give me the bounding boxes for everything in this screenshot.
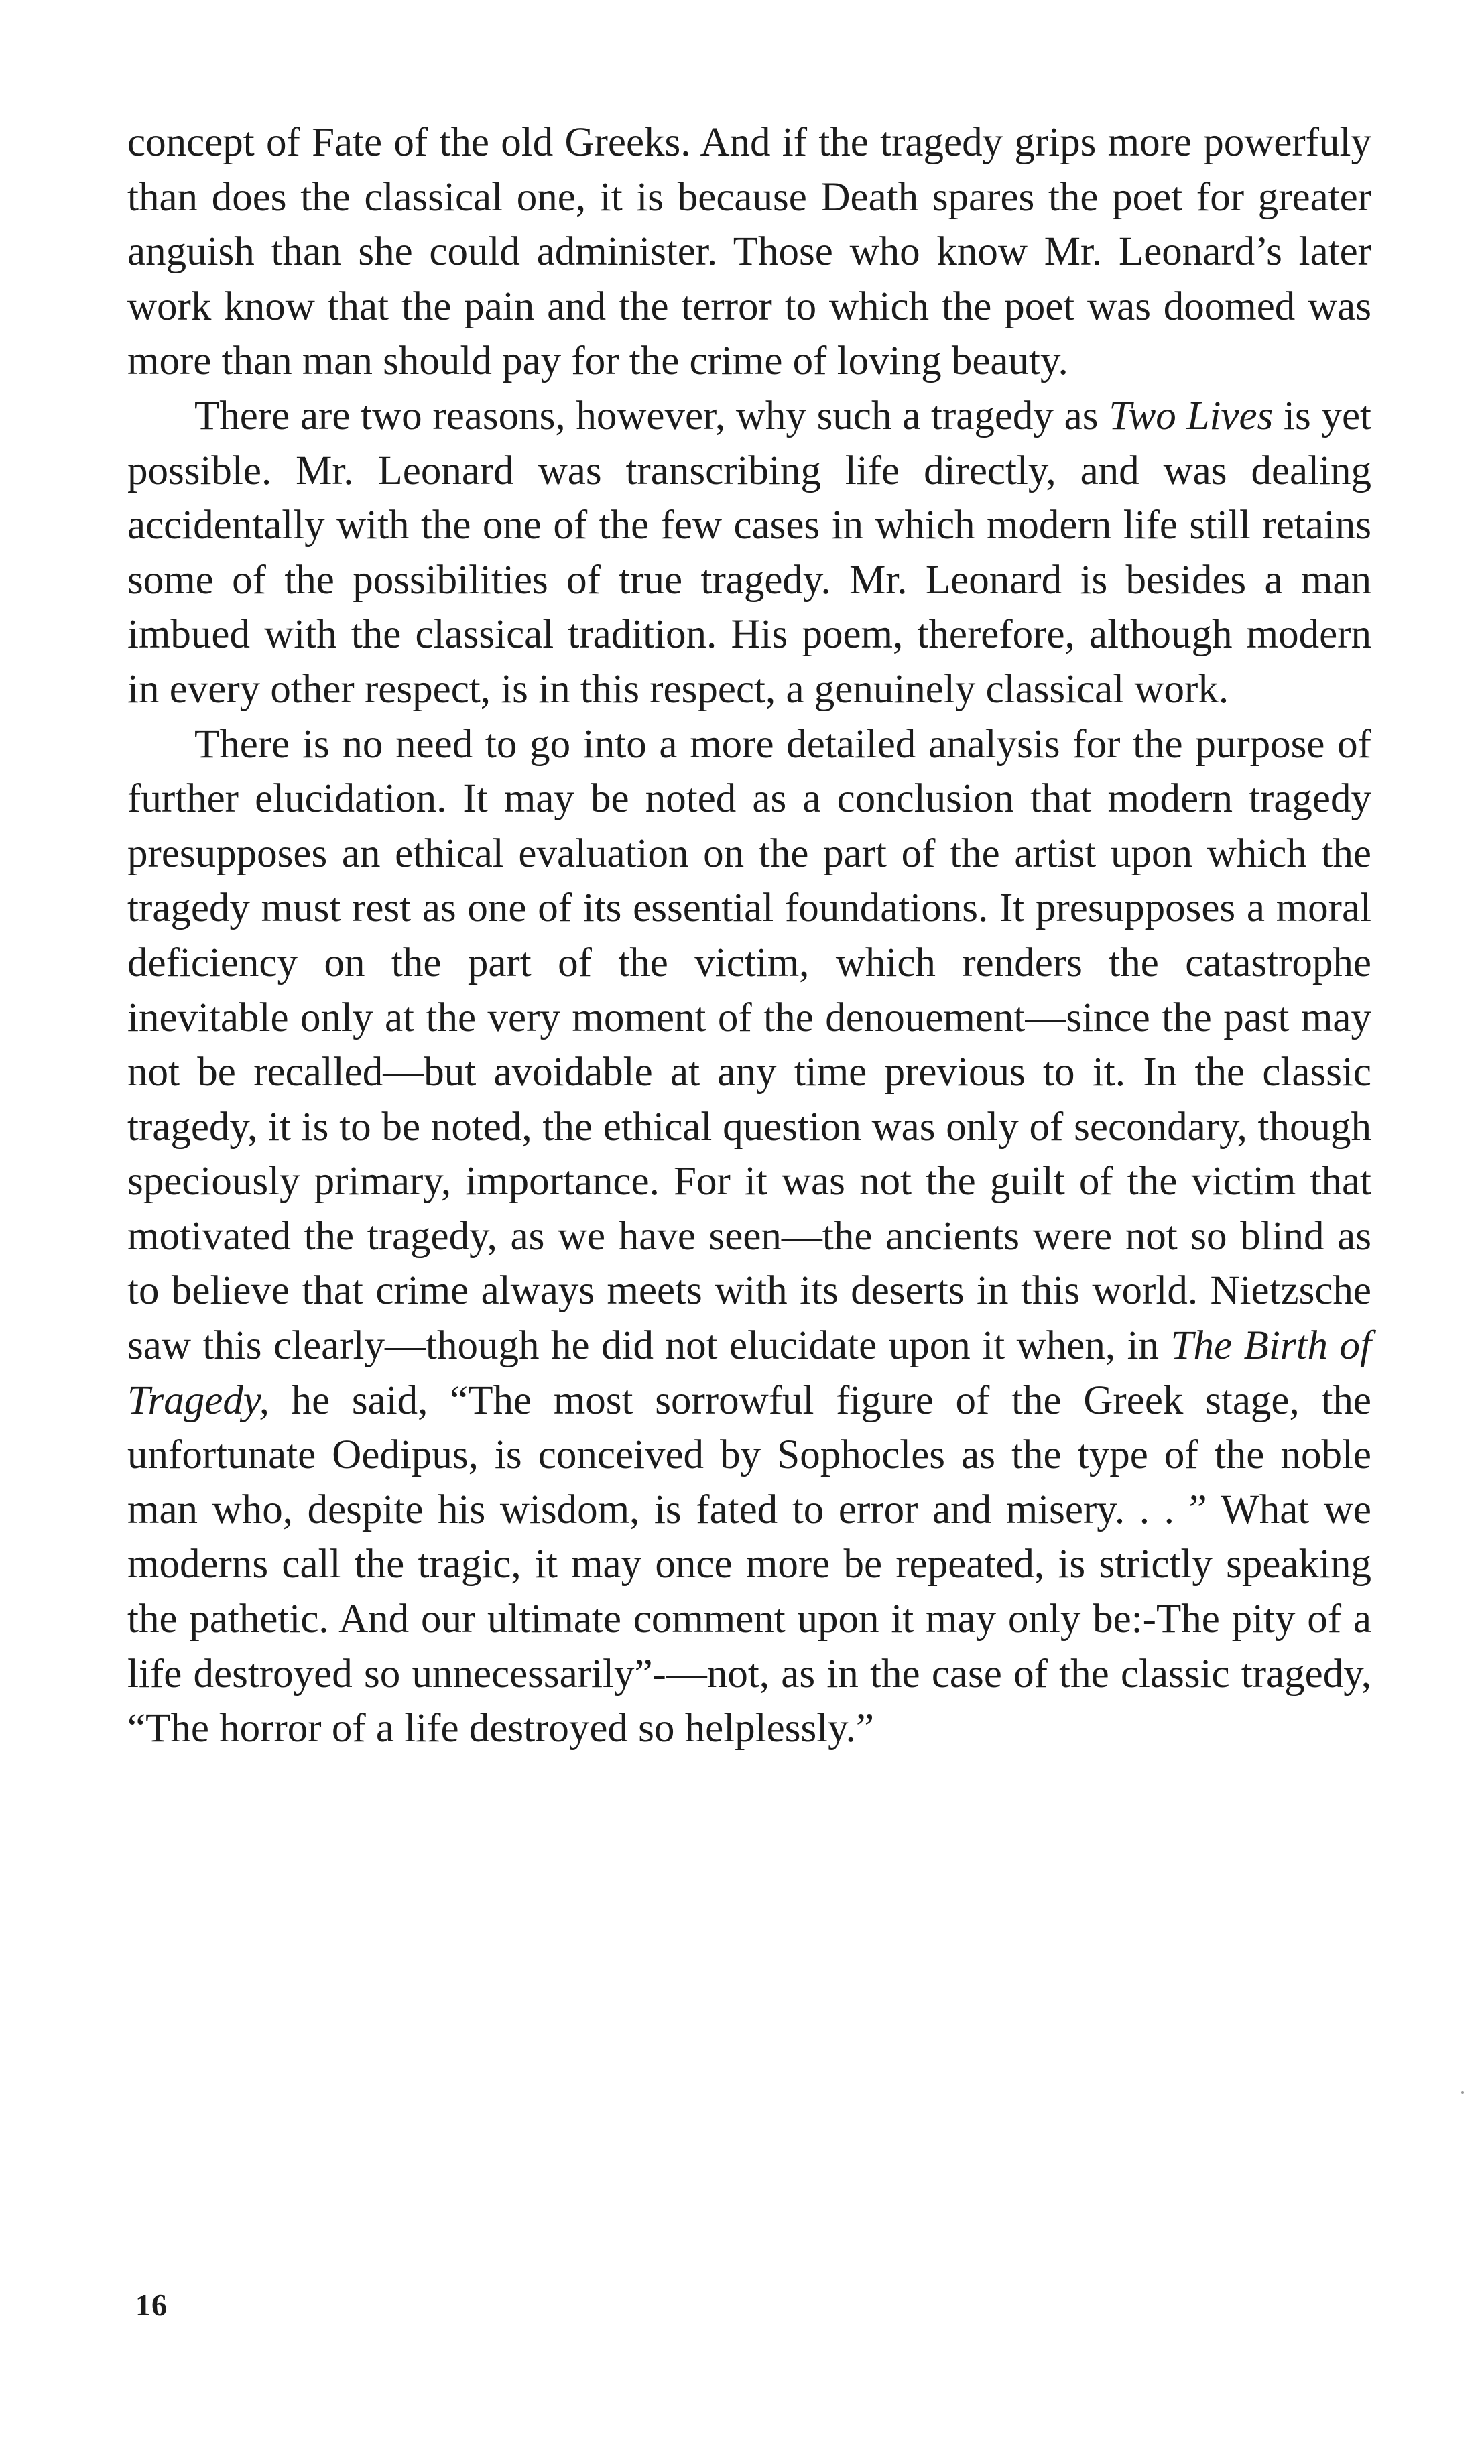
paragraph-2-text-start: There are two reasons, however, why such a tragedy as <box>194 393 1109 438</box>
paragraph-3 <box>127 717 1371 1756</box>
page-number: 16 <box>135 2288 168 2322</box>
paragraph-2-text-end: is yet possible. Mr. Leonard was transcribing life directly, and was dealing accidentally with the one of the few cases in which modern life still retains some of the possibilities of true tragedy. Mr. Leonard is besides a man imbued with the classical tradition. His poem, therefore, although modern in every other respect, is in this respect, a genuinely classical work. <box>127 393 1371 712</box>
paragraph-1 <box>127 115 1371 389</box>
paragraph-1-text: concept of Fate of the old Greeks. And if the tragedy grips more powerfuly than does the classical one, it is because Death spares the poet for greater anguish than she could administer. Those who know Mr. Leonard’s later work know that the pain and the terror to which the poet was doomed was more than man should pay for the crime of loving beauty. <box>127 120 1371 384</box>
paragraph-3-text-end: he said, “The most sorrowful figure of the Greek stage, the unfortunate Oedipus, is conceived by Sophocles as the type of the noble man who, despite his wisdom, is fated to error and misery. . . ” What we moderns call the tragic, it may once more be repeated, is strictly speaking the pathetic. And our ultimate comment upon it may only be:-The pity of a life destroyed so unnecessarily”-—not, as in the case of the classic tragedy, “The horror of a life destroyed so helplessly.” <box>127 1377 1371 1751</box>
scan-speck <box>1461 2091 1464 2094</box>
paragraph-3-text-start: There is no need to go into a more detailed analysis for the purpose of further elucidation. It may be noted as a conclusion that modern tragedy presupposes an ethical evaluation on the part of the artist upon which the tragedy must rest as one of its essential foundations. It presupposes a moral deficiency on the part of the victim, which renders the catastrophe inevitable only at the very moment of the denouement—since the past may not be recalled—but avoidable at any time previous to it. In the classic tragedy, it is to be noted, the ethical question was only of secondary, though speciously primary, importance. For it was not the guilt of the victim that motivated the tragedy, as we have seen—the ancients were not so blind as to believe that crime always meets with its deserts in this world. Nietzsche saw this clearly—though he did not elucidate upon it when, in <box>127 721 1371 1369</box>
page-body <box>127 115 1371 1756</box>
paragraph-2 <box>127 389 1371 717</box>
book-title-birth-of-tragedy: The Birth of Tragedy, <box>127 1323 1372 1423</box>
book-title-two-lives: Two Lives <box>1109 393 1274 438</box>
